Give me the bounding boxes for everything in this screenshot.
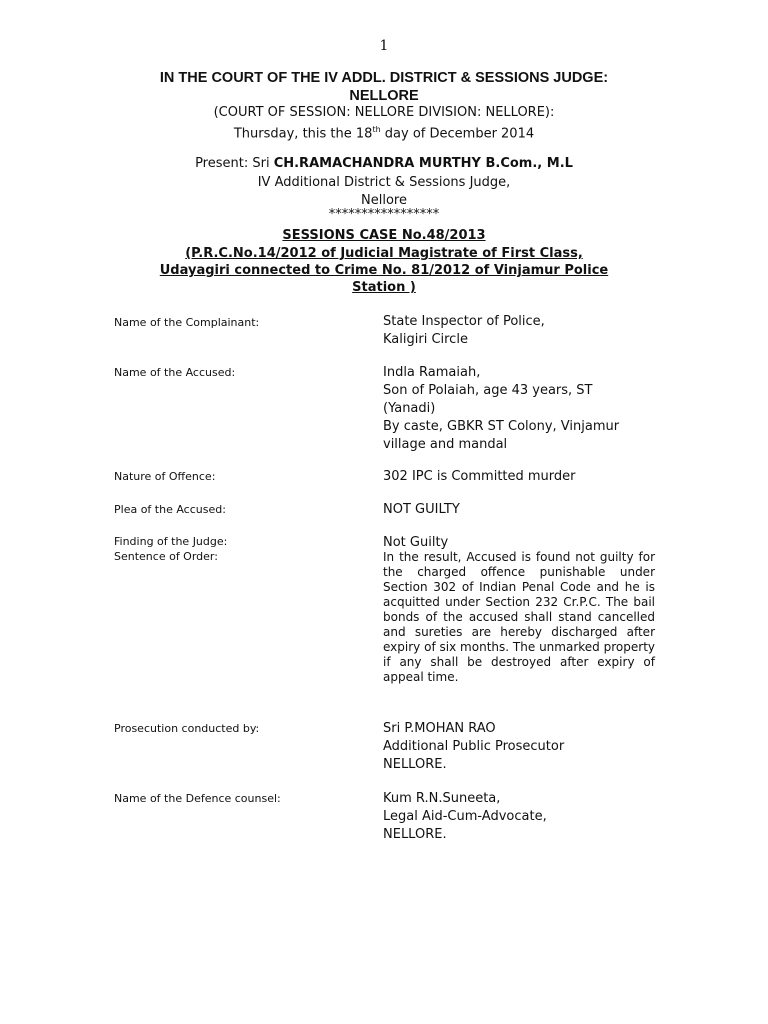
prosecution-line2: Additional Public Prosecutor <box>383 739 565 754</box>
prosecution-line3: NELLORE. <box>383 757 447 772</box>
sentence-value <box>383 550 655 685</box>
offence-value: 302 IPC is Committed murder <box>383 469 576 484</box>
accused-value <box>383 364 655 454</box>
present-prefix: Present: Sri <box>195 156 270 171</box>
date-suffix: day of December 2014 <box>380 126 535 142</box>
prc-line1: (P.R.C.No.14/2012 of Judicial Magistrate of First Class, <box>185 246 583 261</box>
court-subtitle: (COURT OF SESSION: NELLORE DIVISION: NELLORE): <box>213 105 555 120</box>
prosecution-value <box>383 720 655 774</box>
offence-label: Nature of Offence: <box>114 470 216 483</box>
accused-line5: village and mandal <box>383 437 508 452</box>
complainant-line1: State Inspector of Police, <box>383 314 545 329</box>
sentence-text: In the result, Accused is found not guilty for the charged offence punishable under Section 302 of Indian Penal Code and he is acquitted under Section 232 Cr.P.C. The bail bonds of the accused shall stand cancelled and sureties are hereby discharged after expiry of six months. The unmarked property if any shall be destroyed after expiry of appeal time. <box>383 550 655 684</box>
complainant-label: Name of the Complainant: <box>114 316 260 329</box>
defence-line1: Kum R.N.Suneeta, <box>383 791 501 806</box>
accused-line2: Son of Polaiah, age 43 years, ST <box>383 383 593 398</box>
prc-line2: Udayagiri connected to Crime No. 81/2012 of Vinjamur Police <box>159 263 609 278</box>
defence-line3: NELLORE. <box>383 827 447 842</box>
separator-stars: ***************** <box>328 207 440 222</box>
judge-designation: IV Additional District & Sessions Judge, <box>257 175 511 190</box>
page-number: 1 <box>379 38 389 54</box>
accused-line4: By caste, GBKR ST Colony, Vinjamur <box>383 419 620 434</box>
complainant-line2: Kaligiri Circle <box>383 332 468 347</box>
prosecution-label: Prosecution conducted by: <box>114 722 260 735</box>
defence-line2: Legal Aid-Cum-Advocate, <box>383 809 547 824</box>
court-heading <box>0 69 768 105</box>
complainant-value <box>383 313 655 349</box>
court-heading-line1: IN THE COURT OF THE IV ADDL. DISTRICT & SESSIONS JUDGE: <box>159 70 609 86</box>
accused-label: Name of the Accused: <box>114 366 236 379</box>
plea-label: Plea of the Accused: <box>114 503 226 516</box>
date-prefix: Thursday, this the 18 <box>233 126 373 142</box>
accused-line3: (Yanadi) <box>383 401 436 416</box>
date-superscript: th <box>372 125 381 134</box>
judgment-date <box>0 121 768 143</box>
judge-name: CH.RAMACHANDRA MURTHY B.Com., M.L <box>273 156 573 171</box>
prosecution-line1: Sri P.MOHAN RAO <box>383 721 496 736</box>
prc-line3: Station ) <box>352 280 416 295</box>
plea-value: NOT GUILTY <box>383 502 460 517</box>
present-line <box>0 155 768 173</box>
sentence-label: Sentence of Order: <box>114 550 218 563</box>
accused-line1: Indla Ramaiah, <box>383 365 481 380</box>
prc-reference <box>0 245 768 296</box>
defence-label: Name of the Defence counsel: <box>114 792 281 805</box>
finding-value: Not Guilty <box>383 535 449 550</box>
case-number: SESSIONS CASE No.48/2013 <box>282 228 486 243</box>
court-heading-line2: NELLORE <box>349 88 419 104</box>
defence-value <box>383 790 655 844</box>
judge-place: Nellore <box>361 193 407 208</box>
finding-label: Finding of the Judge: <box>114 535 228 548</box>
